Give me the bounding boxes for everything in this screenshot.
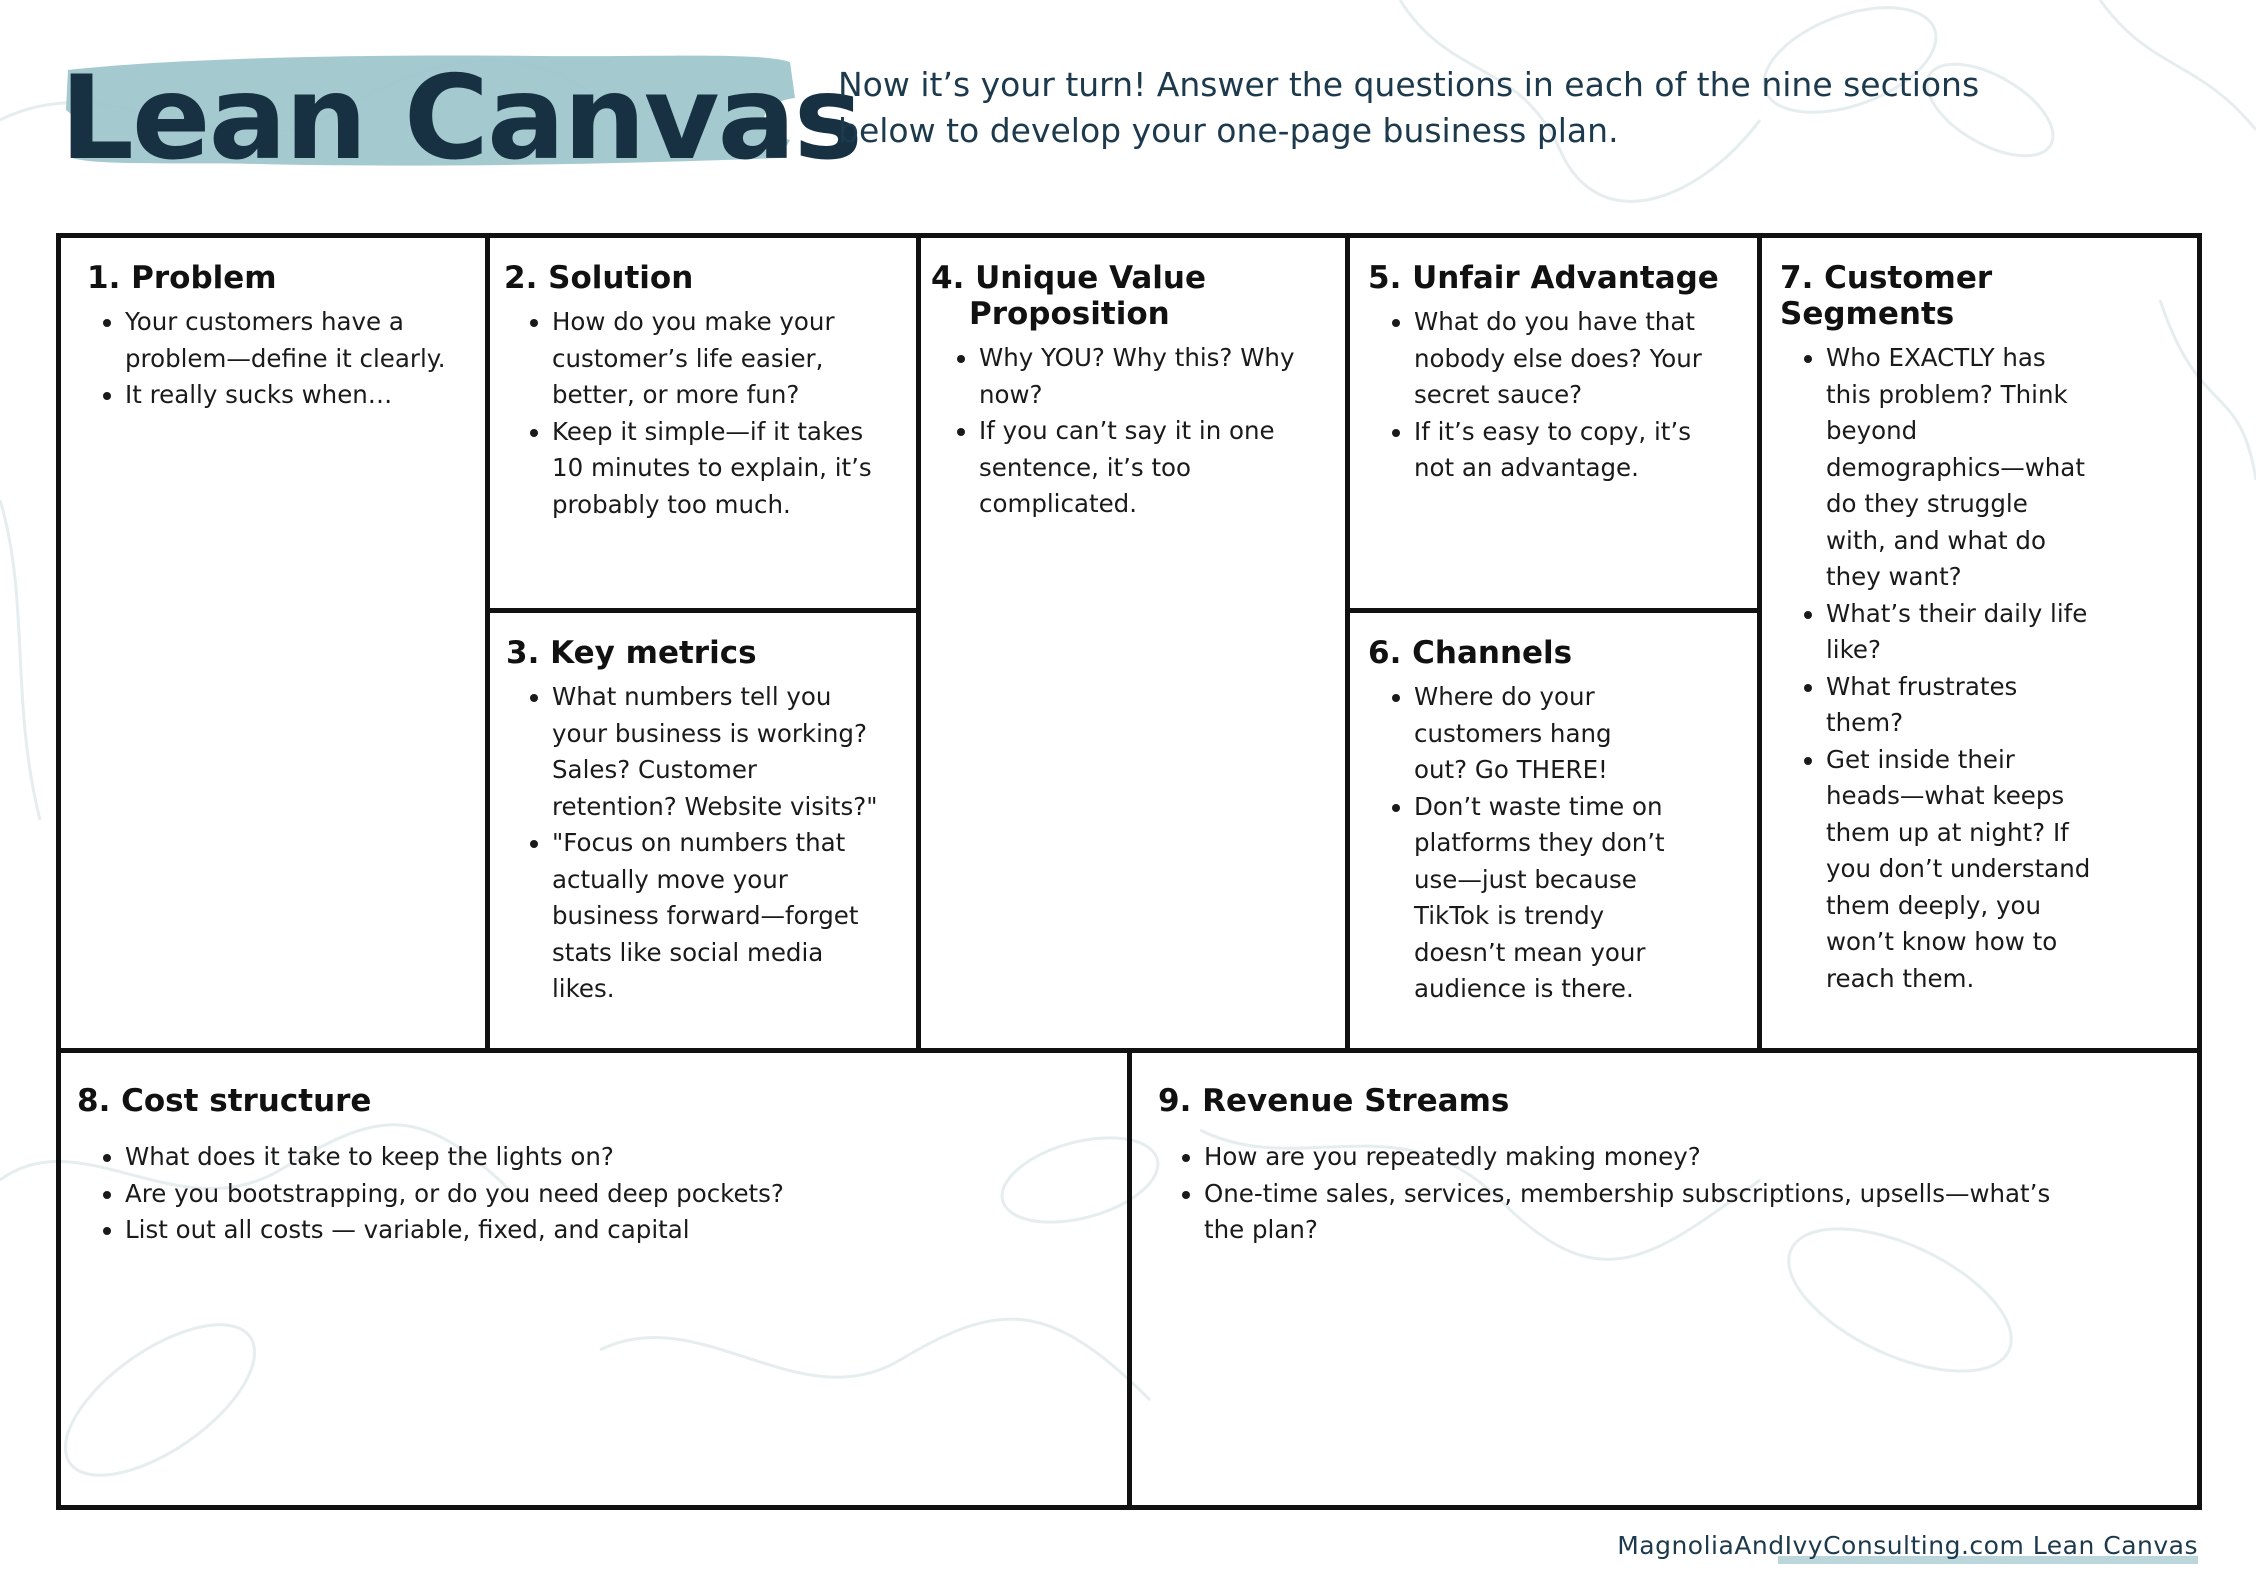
- section-customer-segments[interactable]: [1762, 238, 2197, 1048]
- list-item: • If it’s easy to copy, it’s not an advantage.: [1414, 414, 1717, 487]
- list-item: • One-time sales, services, membership subscriptions, upsells—what’s the plan?: [1204, 1176, 2051, 1249]
- list-item: • It really sucks when…: [125, 377, 459, 414]
- list-item: • What do you have that nobody else does? Your secret sauce?: [1414, 304, 1717, 414]
- section-title: 1. Problem: [87, 260, 277, 296]
- section-channels[interactable]: [1350, 613, 1757, 1048]
- section-title: 5. Unfair Advantage: [1368, 260, 1719, 296]
- section-title: 2. Solution: [504, 260, 694, 296]
- list-item: • Your customers have a problem—define it clearly.: [125, 304, 459, 377]
- list-item: • Get inside their heads—what keeps them up at night? If you don’t understand them deeply, you won’t know how to reach them.: [1826, 742, 2091, 998]
- section-title: 4. Unique Value Proposition: [931, 260, 1207, 332]
- section-title: 8. Cost structure: [77, 1083, 372, 1119]
- section-title: 3. Key metrics: [506, 635, 757, 671]
- section-list: [1368, 679, 1731, 1008]
- list-item: • Are you bootstrapping, or do you need deep pockets?: [125, 1176, 1101, 1213]
- section-list: [931, 340, 1319, 523]
- section-revenue-streams[interactable]: [1132, 1053, 2197, 1510]
- lean-canvas-grid: [56, 233, 2202, 1510]
- list-item: • How are you repeatedly making money?: [1204, 1139, 2051, 1176]
- list-item: • What’s their daily life like?: [1826, 596, 2091, 669]
- section-list: [1780, 340, 2171, 997]
- footer-credit: MagnoliaAndIvyConsulting.com Lean Canvas: [1617, 1531, 2198, 1560]
- section-unfair-advantage[interactable]: [1350, 238, 1757, 608]
- list-item: • How do you make your customer’s life easier, better, or more fun?: [552, 304, 882, 414]
- section-title: 6. Channels: [1368, 635, 1573, 671]
- section-list: [77, 1139, 1101, 1249]
- list-item: • Keep it simple—if it takes 10 minutes to explain, it’s probably too much.: [552, 414, 882, 524]
- section-title: 9. Revenue Streams: [1158, 1083, 1510, 1119]
- list-item: • List out all costs — variable, fixed, and capital: [125, 1212, 1101, 1249]
- list-item: • Where do your customers hang out? Go THERE!: [1414, 679, 1671, 789]
- section-problem[interactable]: [61, 238, 485, 1048]
- list-item: • "Focus on numbers that actually move your business forward—forget stats like social media likes.: [552, 825, 886, 1008]
- page-title: Lean Canvas: [60, 51, 861, 186]
- list-item: • What numbers tell you your business is working? Sales? Customer retention? Website visits?": [552, 679, 886, 825]
- list-item: • What frustrates them?: [1826, 669, 2091, 742]
- section-list: [504, 304, 890, 523]
- list-item: • Who EXACTLY has this problem? Think beyond demographics—what do they struggle with, and what do they want?: [1826, 340, 2091, 596]
- list-item: • What does it take to keep the lights on?: [125, 1139, 1101, 1176]
- section-cost-structure[interactable]: [61, 1053, 1127, 1510]
- section-title: 7. Customer Segments: [1780, 260, 1993, 332]
- list-item: • Why YOU? Why this? Why now?: [979, 340, 1309, 413]
- section-list: [506, 679, 890, 1008]
- section-list: [1158, 1139, 2171, 1249]
- intro-text: Now it’s your turn! Answer the questions in each of the nine sections below to develop your one-page business plan.: [838, 65, 1980, 150]
- list-item: • Don’t waste time on platforms they don’t use—just because TikTok is trendy doesn’t mean your audience is there.: [1414, 789, 1671, 1008]
- title-area: [60, 40, 861, 186]
- section-list: [87, 304, 459, 414]
- section-key-metrics[interactable]: [490, 613, 916, 1048]
- section-solution[interactable]: [490, 238, 916, 608]
- section-list: [1368, 304, 1731, 487]
- section-unique-value-proposition[interactable]: [921, 238, 1345, 1048]
- list-item: • If you can’t say it in one sentence, it’s too complicated.: [979, 413, 1309, 523]
